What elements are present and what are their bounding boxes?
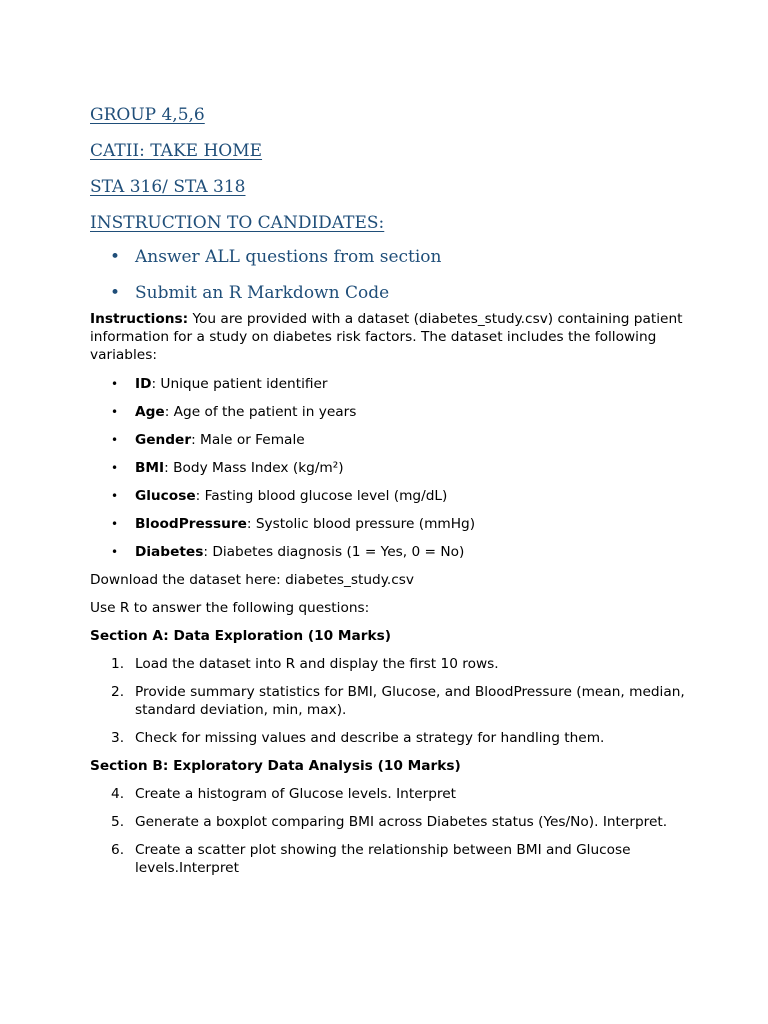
variable-item: • Glucose: Fasting blood glucose level (mg/dL) (111, 488, 448, 504)
intro-paragraph (90, 310, 690, 364)
bullet-icon: • (111, 545, 119, 559)
bullet-icon: • (111, 405, 119, 419)
bullet-icon: • (111, 489, 119, 503)
section-b-questions (90, 785, 690, 877)
bullet-icon: • (111, 461, 119, 475)
question-item: 4. Create a histogram of Glucose levels. Interpret (111, 786, 457, 802)
question-item: 2. Provide summary statistics for BMI, Glucose, and BloodPressure (mean, median, standard deviation, min, max). (111, 684, 685, 718)
bullet-icon: • (111, 517, 119, 531)
variable-item: • BloodPressure: Systolic blood pressure (mmHg) (111, 516, 476, 532)
download-text: Download the dataset here: diabetes_study.csv (90, 572, 414, 588)
intro-label: Instructions: (90, 311, 189, 327)
document-content (90, 104, 690, 887)
question-item: 5. Generate a boxplot comparing BMI across Diabetes status (Yes/No). Interpret. (111, 814, 668, 830)
group-heading: GROUP 4,5,6 (90, 105, 205, 125)
variable-item: • Age: Age of the patient in years (111, 404, 357, 420)
question-item: 3. Check for missing values and describe a strategy for handling them. (111, 730, 605, 746)
bullet-icon: • (110, 247, 121, 267)
variables-list (90, 375, 690, 561)
use-r-text: Use R to answer the following questions: (90, 600, 370, 616)
variable-item: • Diabetes: Diabetes diagnosis (1 = Yes, 0 = No) (111, 544, 465, 560)
intro-text: You are provided with a dataset (diabetes_study.csv) containing patient information for a study on diabetes risk factors. The dataset includes the following variables: (90, 311, 683, 363)
variable-item: • BMI: Body Mass Index (kg/m²) (111, 460, 344, 476)
candidate-instruction-item: • Answer ALL questions from section (110, 247, 442, 267)
instruction-heading: INSTRUCTION TO CANDIDATES: (90, 213, 385, 233)
bullet-icon: • (110, 283, 121, 303)
bullet-icon: • (111, 433, 119, 447)
question-item: 6. Create a scatter plot showing the relationship between BMI and Glucose levels.Interpret (111, 842, 631, 876)
variable-item: • Gender: Male or Female (111, 432, 305, 448)
course-heading: STA 316/ STA 318 (90, 177, 246, 197)
section-b-title: Section B: Exploratory Data Analysis (10 Marks) (90, 758, 461, 774)
candidate-instruction-item: • Submit an R Markdown Code (110, 283, 390, 303)
bullet-icon: • (111, 377, 119, 391)
section-a-title: Section A: Data Exploration (10 Marks) (90, 628, 392, 644)
variable-item: • ID: Unique patient identifier (111, 376, 328, 392)
cat-heading: CATII: TAKE HOME (90, 141, 263, 161)
section-a-questions (90, 655, 690, 747)
question-item: 1. Load the dataset into R and display the first 10 rows. (111, 656, 499, 672)
candidate-instructions-list (90, 246, 690, 304)
